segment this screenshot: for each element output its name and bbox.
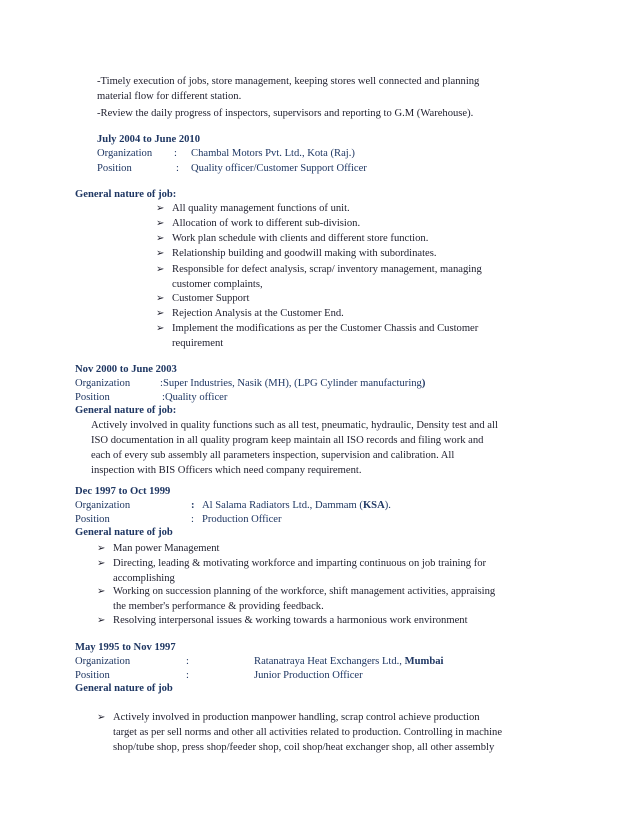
job3-org-value (202, 498, 391, 513)
job3-period: Dec 1997 to Oct 1999 (75, 486, 171, 497)
list-item-text: Rejection Analysis at the Customer End. (172, 308, 344, 319)
job3-org-text: Al Salama Radiators Ltd., Dammam ( (202, 500, 363, 511)
job4-pos-value: Junior Production Officer (254, 670, 363, 681)
list-item-text: Working on succession planning of the workforce, shift management activities, appraising (113, 586, 496, 597)
list-item-text: the member's performance & providing feedback. (113, 601, 324, 612)
intro-line: material flow for different station. (97, 91, 242, 102)
list-item-text: Resolving interpersonal issues & working towards a harmonious work environment (113, 615, 468, 626)
paragraph-line: each of every sub assembly all parameters inspection, supervision and calibration. All (91, 450, 455, 461)
job3-org-country: KSA (362, 500, 385, 511)
job4-pos-sep: : (186, 670, 189, 681)
intro-line: -Review the daily progress of inspectors, supervisors and reporting to G.M (Warehouse). (97, 108, 474, 119)
list-item-text: Work plan schedule with clients and different store function. (172, 233, 429, 244)
job3-org-sep: : (191, 500, 195, 511)
arrowhead-bullet-icon: ➢ (156, 264, 165, 275)
paragraph-line: inspection with BIS Officers which need company requirement. (91, 465, 362, 476)
job4-pos-label: Position (75, 670, 110, 681)
arrowhead-bullet-icon: ➢ (97, 712, 106, 723)
job1-pos-sep: : (176, 163, 179, 174)
arrowhead-bullet-icon: ➢ (156, 203, 165, 214)
list-item-text: Customer Support (172, 293, 250, 304)
job4-org-text: Ratanatraya Heat Exchangers Ltd., (254, 656, 405, 667)
job4-org-value (254, 654, 443, 669)
list-item-text: Allocation of work to different sub-division. (172, 218, 361, 229)
list-item-text: customer complaints, (172, 279, 263, 290)
arrowhead-bullet-icon: ➢ (156, 323, 165, 334)
job2-period: Nov 2000 to June 2003 (75, 364, 177, 375)
job3-pos-sep: : (191, 514, 194, 525)
job3-org-label: Organization (75, 500, 131, 511)
arrowhead-bullet-icon: ➢ (156, 218, 165, 229)
list-item-text: requirement (172, 338, 224, 349)
list-item-text: Responsible for defect analysis, scrap/ inventory management, managing (172, 264, 482, 275)
intro-line: -Timely execution of jobs, store management, keeping stores well connected and planning (97, 76, 480, 87)
list-item-text: accomplishing (113, 573, 175, 584)
job2-org-text: :Super Industries, Nasik (MH), (LPG Cylinder manufacturing (160, 378, 422, 389)
job2-pos-value: :Quality officer (162, 392, 228, 403)
job2-org-close: ) (421, 378, 426, 389)
job1-org-sep: : (174, 148, 177, 159)
list-item-text: Implement the modifications as per the Customer Chassis and Customer (172, 323, 479, 334)
job2-nature-heading: General nature of job: (75, 405, 177, 416)
job1-period: July 2004 to June 2010 (97, 134, 201, 145)
job4-nature-heading: General nature of job (75, 683, 173, 694)
arrowhead-bullet-icon: ➢ (156, 308, 165, 319)
job3-org-close: ). (384, 500, 391, 511)
job1-nature-heading: General nature of job: (75, 189, 177, 200)
list-item-text: Directing, leading & motivating workforce and imparting continuous on job training for (113, 558, 487, 569)
job1-org-value: Chambal Motors Pvt. Ltd., Kota (Raj.) (191, 148, 355, 159)
arrowhead-bullet-icon: ➢ (97, 558, 106, 569)
arrowhead-bullet-icon: ➢ (156, 233, 165, 244)
list-item-text: target as per sell norms and other all activities related to production. Controlling in machine (113, 727, 503, 738)
paragraph-line: ISO documentation in all quality program keep maintain all ISO records and filing work and (91, 435, 484, 446)
job4-period: May 1995 to Nov 1997 (75, 642, 176, 653)
job2-org-value (160, 376, 425, 391)
arrowhead-bullet-icon: ➢ (97, 543, 106, 554)
intro-block (97, 74, 479, 121)
job2-description (91, 418, 498, 478)
arrowhead-bullet-icon: ➢ (156, 248, 165, 259)
job4-org-city: Mumbai (404, 656, 444, 667)
arrowhead-bullet-icon: ➢ (97, 586, 106, 597)
list-item-text: Man power Management (113, 543, 220, 554)
job3-pos-value: Production Officer (202, 514, 282, 525)
arrowhead-bullet-icon: ➢ (156, 293, 165, 304)
job3-nature-heading: General nature of job (75, 527, 173, 538)
job4-org-sep: : (186, 656, 189, 667)
job1-pos-label: Position (97, 163, 132, 174)
list-item-text: Relationship building and goodwill making with subordinates. (172, 248, 437, 259)
job2-pos-label: Position (75, 392, 110, 403)
job3-pos-label: Position (75, 514, 110, 525)
list-item-text: Actively involved in production manpower handling, scrap control achieve production (113, 712, 480, 723)
list-item-text: shop/tube shop, press shop/feeder shop, coil shop/heat exchanger shop, all other assembly (113, 742, 495, 753)
job1-pos-value: Quality officer/Customer Support Officer (191, 163, 367, 174)
job4-org-label: Organization (75, 656, 131, 667)
paragraph-line: Actively involved in quality functions such as all test, pneumatic, hydraulic, Density test and all (91, 420, 498, 431)
job1-org-label: Organization (97, 148, 153, 159)
job2-org-label: Organization (75, 378, 131, 389)
list-item-text: All quality management functions of unit. (172, 203, 350, 214)
arrowhead-bullet-icon: ➢ (97, 615, 106, 626)
